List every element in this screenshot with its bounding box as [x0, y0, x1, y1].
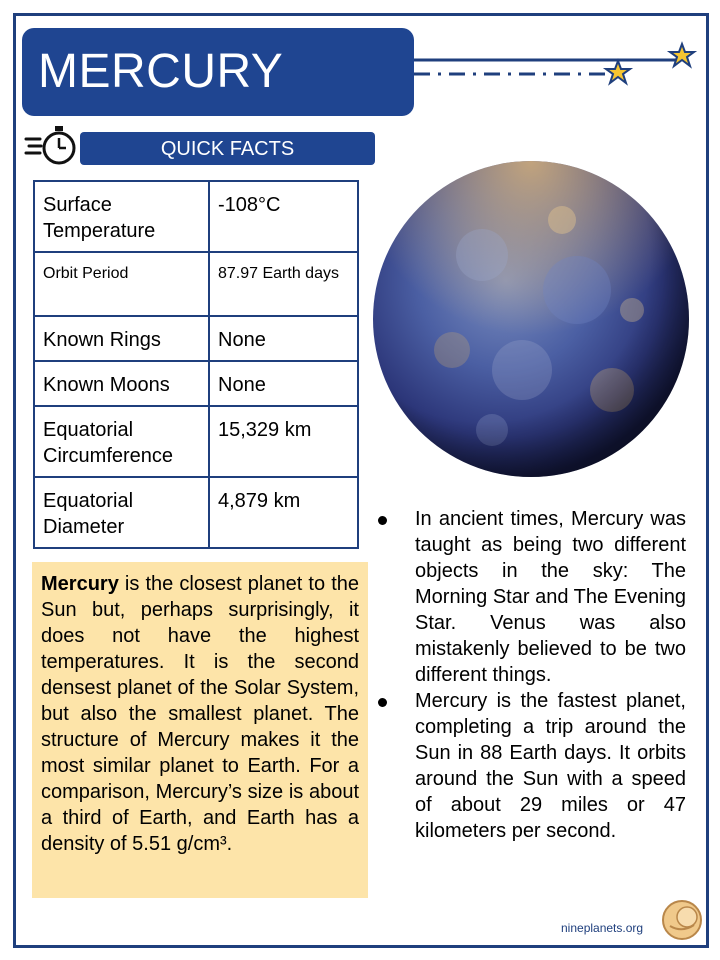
bullet-icon [378, 516, 387, 525]
star-icon [670, 44, 694, 66]
table-row [34, 252, 358, 316]
fun-facts-list [378, 506, 686, 844]
mercury-planet-image [372, 160, 692, 480]
table-row [34, 316, 358, 361]
fact-value: None [209, 361, 358, 406]
fact-value: -108°C [209, 181, 358, 252]
bullet-icon [378, 698, 387, 707]
list-item-text: In ancient times, Mercury was taught as being two different objects in the sky: The Morning Star and The Evening Star. Venus was also mistakenly believed to be two different things. [415, 508, 686, 686]
fact-label: Known Rings [34, 316, 209, 361]
list-item [378, 506, 686, 688]
description-body: is the closest planet to the Sun but, perhaps surprisingly, it does not have the highest temperatures. It is the second densest planet of the Solar System, but also the smallest planet. The structure of Mercury makes it the most similar planet to Earth. For a comparison, Mercury’s size is about a third of Earth, and Earth has a density of 5.51 g/cm³. [41, 573, 359, 855]
table-row [34, 406, 358, 477]
quick-facts-label: QUICK FACTS [160, 138, 295, 160]
fact-label: Equatorial Circumference [34, 406, 209, 477]
description-text [41, 571, 359, 857]
fact-label: Surface Temperature [34, 181, 209, 252]
list-item-text: Mercury is the fastest planet, completing a trip around the Sun in 88 Earth days. It orbits around the Sun with a speed of about 29 miles or 47 kilometers per second. [415, 690, 686, 842]
fact-label: Orbit Period [34, 252, 209, 316]
nineplanets-logo-icon[interactable] [661, 899, 703, 941]
stopwatch-icon [24, 122, 78, 168]
fact-value: 87.97 Earth days [209, 252, 358, 316]
fact-label: Equatorial Diameter [34, 477, 209, 548]
fact-value: 15,329 km [209, 406, 358, 477]
description-bold-lead: Mercury [41, 573, 119, 595]
star-decoration [410, 38, 700, 88]
fact-value: None [209, 316, 358, 361]
fact-value: 4,879 km [209, 477, 358, 548]
footer-site-link[interactable]: nineplanets.org [561, 921, 644, 935]
list-item [378, 688, 686, 844]
quick-facts-table [33, 180, 359, 549]
table-row [34, 477, 358, 548]
fact-label: Known Moons [34, 361, 209, 406]
table-row [34, 361, 358, 406]
page-title: MERCURY [38, 45, 284, 98]
table-row [34, 181, 358, 252]
star-icon [606, 61, 630, 83]
